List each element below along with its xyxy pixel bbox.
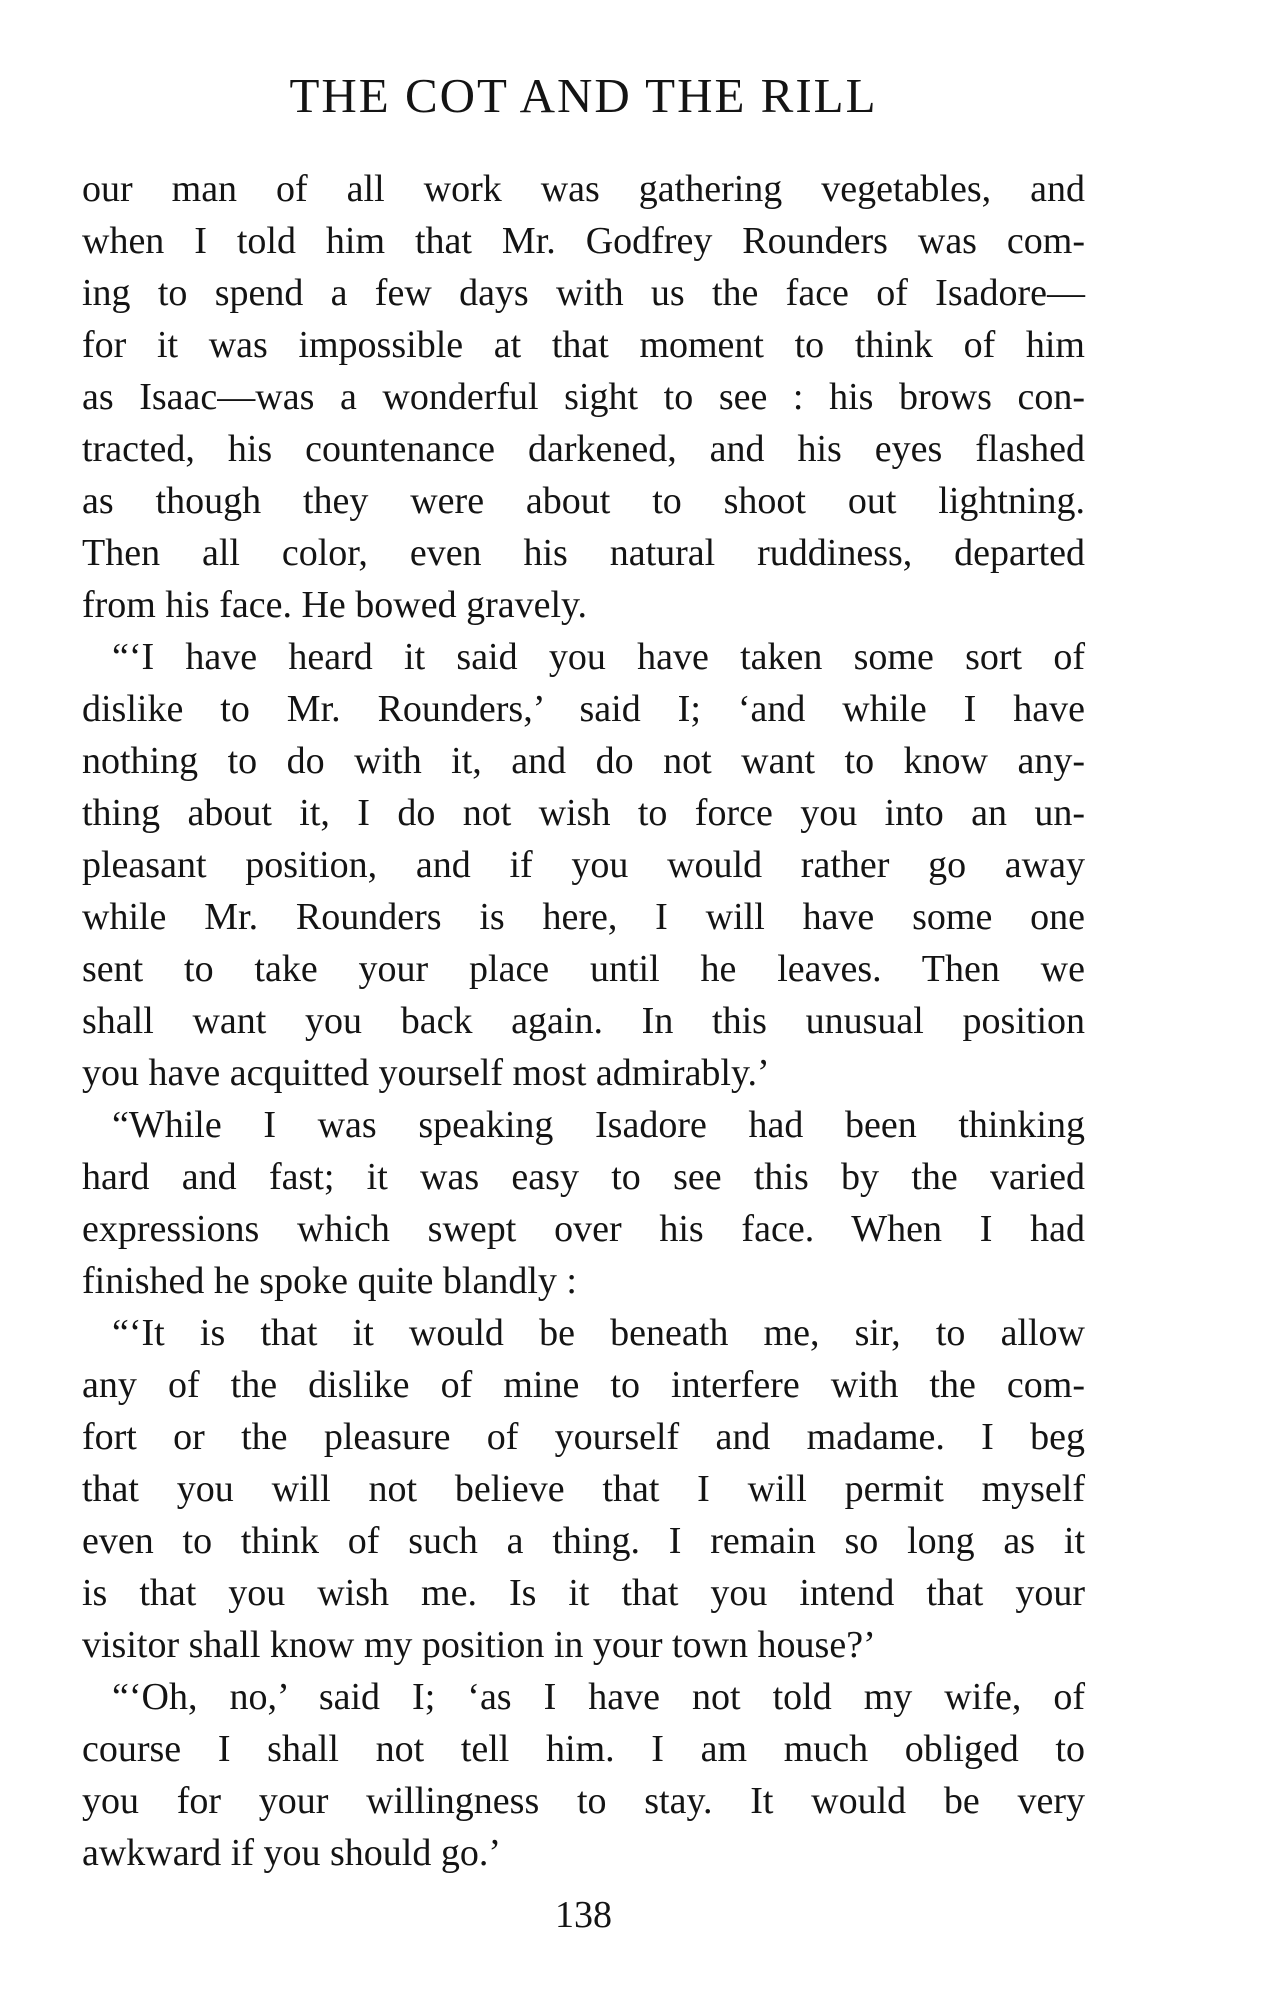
paragraph bbox=[82, 1307, 1085, 1671]
running-head: THE COT AND THE RILL bbox=[289, 68, 878, 123]
text-line: as though they were about to shoot out lightning. bbox=[82, 480, 1085, 522]
text-line: expressions which swept over his face. When I had bbox=[82, 1208, 1085, 1250]
paragraph bbox=[82, 631, 1085, 1099]
paragraph bbox=[82, 1671, 1085, 1879]
text-line: hard and fast; it was easy to see this by the varied bbox=[82, 1156, 1085, 1198]
text-line: course I shall not tell him. I am much obliged to bbox=[82, 1728, 1085, 1770]
text-line: that you will not believe that I will permit myself bbox=[82, 1468, 1085, 1510]
text-line: sent to take your place until he leaves. Then we bbox=[82, 948, 1085, 990]
text-line: is that you wish me. Is it that you intend that your bbox=[82, 1572, 1085, 1614]
text-line: awkward if you should go.’ bbox=[82, 1832, 501, 1874]
text-line: you have acquitted yourself most admirably.’ bbox=[82, 1052, 770, 1094]
text-line: for it was impossible at that moment to think of him bbox=[82, 324, 1085, 366]
text-line: ing to spend a few days with us the face of Isadore— bbox=[82, 272, 1085, 314]
body-text bbox=[82, 163, 1085, 1879]
text-line: even to think of such a thing. I remain so long as it bbox=[82, 1520, 1085, 1562]
text-line: pleasant position, and if you would rather go away bbox=[82, 844, 1085, 886]
text-line: fort or the pleasure of yourself and madame. I beg bbox=[82, 1416, 1085, 1458]
paragraph bbox=[82, 1099, 1085, 1307]
text-line: from his face. He bowed gravely. bbox=[82, 584, 588, 626]
text-line: “‘Oh, no,’ said I; ‘as I have not told my wife, of bbox=[112, 1676, 1085, 1718]
text-line: as Isaac—was a wonderful sight to see : his brows con- bbox=[82, 376, 1085, 418]
page-number: 138 bbox=[555, 1894, 612, 1936]
paragraph bbox=[82, 163, 1085, 631]
text-line: finished he spoke quite blandly : bbox=[82, 1260, 577, 1302]
text-line: you for your willingness to stay. It would be very bbox=[82, 1780, 1085, 1822]
text-line: “‘It is that it would be beneath me, sir, to allow bbox=[112, 1312, 1085, 1354]
text-line: Then all color, even his natural ruddiness, departed bbox=[82, 532, 1085, 574]
text-line: while Mr. Rounders is here, I will have some one bbox=[82, 896, 1085, 938]
text-line: “‘I have heard it said you have taken some sort of bbox=[112, 636, 1085, 678]
text-line: dislike to Mr. Rounders,’ said I; ‘and while I have bbox=[82, 688, 1085, 730]
text-line: any of the dislike of mine to interfere with the com- bbox=[82, 1364, 1085, 1406]
text-line: visitor shall know my position in your town house?’ bbox=[82, 1624, 876, 1666]
text-line: shall want you back again. In this unusual position bbox=[82, 1000, 1085, 1042]
text-line: thing about it, I do not wish to force you into an un- bbox=[82, 792, 1085, 834]
text-line: nothing to do with it, and do not want to know any- bbox=[82, 740, 1085, 782]
text-line: when I told him that Mr. Godfrey Rounders was com- bbox=[82, 220, 1085, 262]
text-line: tracted, his countenance darkened, and his eyes flashed bbox=[82, 428, 1085, 470]
text-line: “While I was speaking Isadore had been thinking bbox=[112, 1104, 1085, 1146]
text-line: our man of all work was gathering vegetables, and bbox=[82, 168, 1085, 210]
